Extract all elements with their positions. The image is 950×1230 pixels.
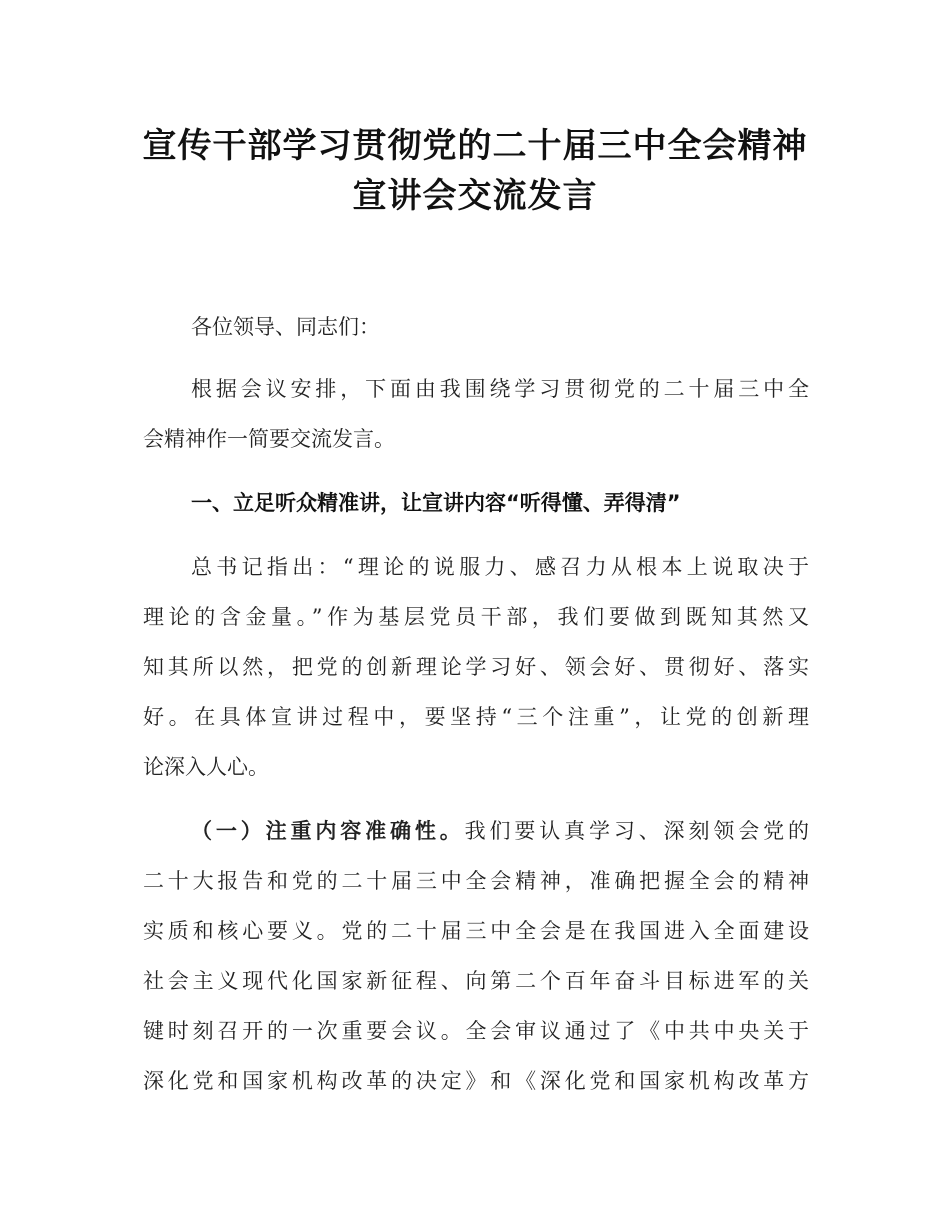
subsection-1-text-start: 我们要认真学习、深刻领会党的 [464,819,809,843]
salutation: 各位领导、同志们： [191,315,380,339]
subsection-1-line-1 [191,816,809,846]
section-1-line-2: 理论的含金量。”作为基层党员干部，我们要做到既知其然又 [143,605,809,629]
section-1-line-5: 论深入人心。 [143,755,269,779]
section-1-line-3: 知其所以然，把党的创新理论学习好、领会好、贯彻好、落实 [143,655,809,679]
document-title-line-1: 宣传干部学习贯彻党的二十届三中全会精神 [142,126,808,166]
subsection-1-line-3: 实质和核心要义。党的二十届三中全会是在我国进入全面建设 [143,919,809,943]
section-1-line-1: 总书记指出：“理论的说服力、感召力从根本上说取决于 [191,555,809,579]
subsection-1-line-6: 深化党和国家机构改革的决定》和《深化党和国家机构改革方 [143,1069,809,1093]
section-1-line-4: 好。在具体宣讲过程中，要坚持“三个注重”，让党的创新理 [143,705,809,729]
intro-line-1: 根据会议安排，下面由我围绕学习贯彻党的二十届三中全 [191,377,809,401]
intro-line-2: 会精神作一简要交流发言。 [143,427,395,451]
subsection-1-label: （一）注重内容准确性。 [191,819,465,843]
subsection-1-line-2: 二十大报告和党的二十届三中全会精神，准确把握全会的精神 [143,869,809,893]
subsection-1-line-5: 键时刻召开的一次重要会议。全会审议通过了《中共中央关于 [143,1019,809,1043]
subsection-1-line-4: 社会主义现代化国家新征程、向第二个百年奋斗目标进军的关 [143,969,809,993]
document-title-line-2: 宣讲会交流发言 [352,176,598,216]
section-1-heading: 一、立足听众精准讲，让宣讲内容“听得懂、弄得清” [191,491,681,515]
